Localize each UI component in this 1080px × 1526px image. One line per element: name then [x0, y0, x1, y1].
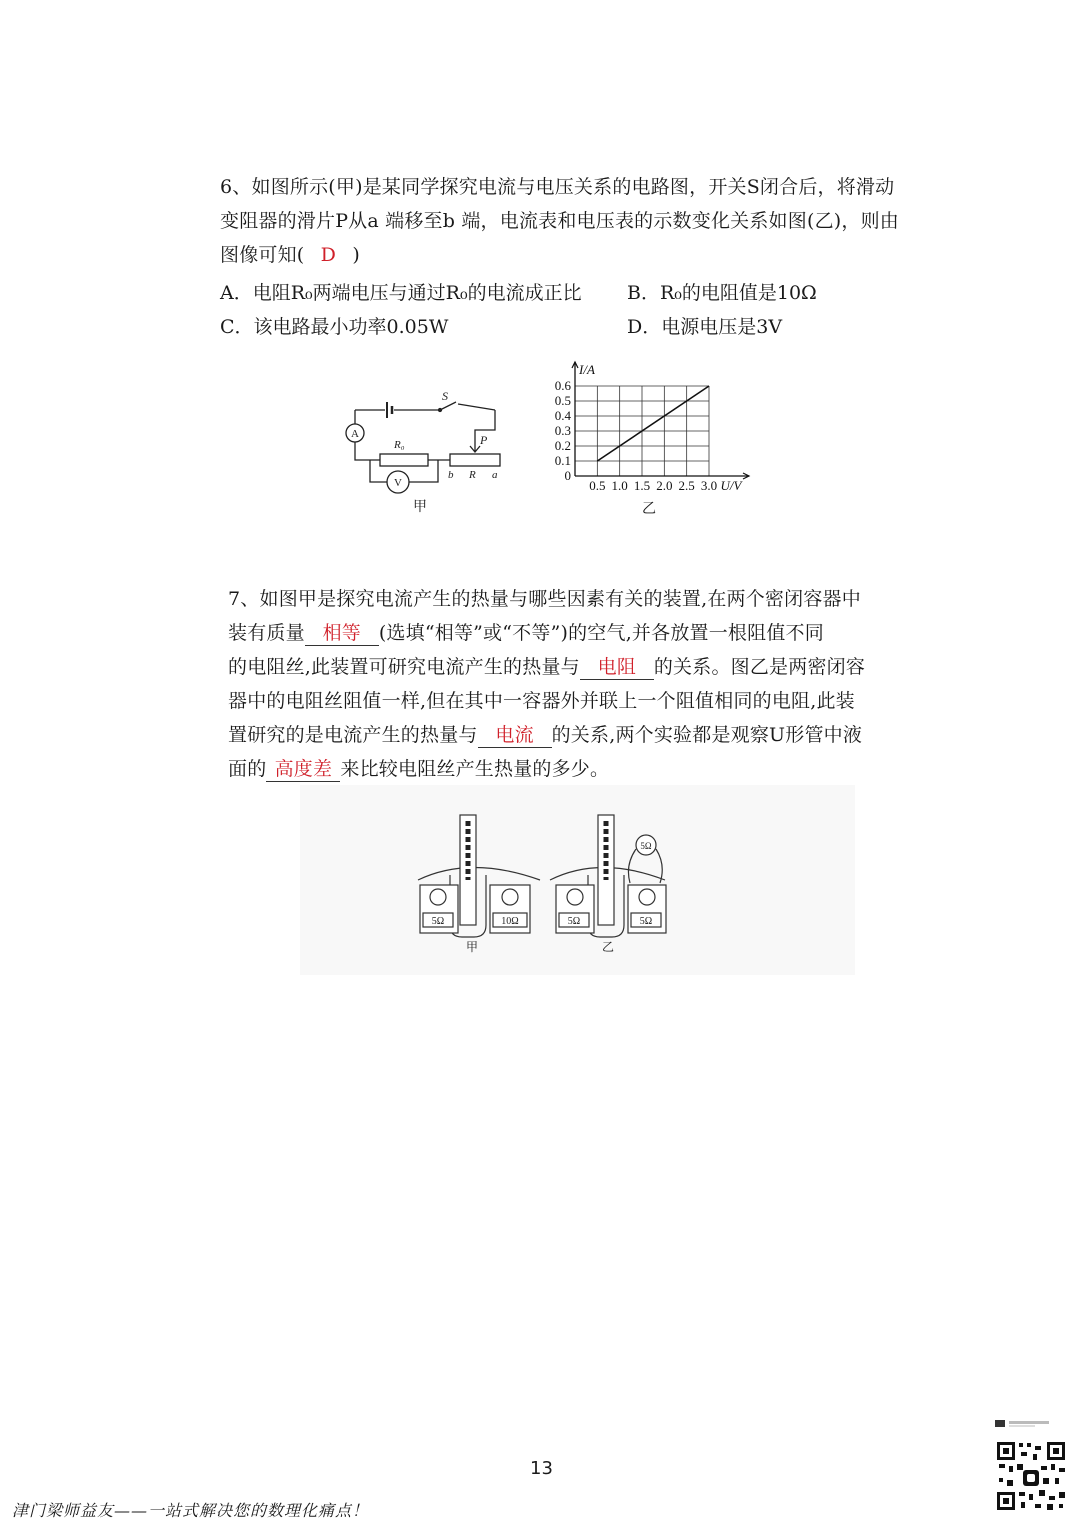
x-tick-label: 0.5 [589, 478, 606, 493]
page-number: 13 [530, 1458, 553, 1479]
q6-line-3-prefix: 图像可知( [220, 244, 305, 266]
q6-line-3-suffix: ) [352, 244, 360, 266]
x-tick-label: 2.0 [656, 478, 673, 493]
rheostat-b-label: b [448, 469, 454, 481]
q7-blank-2: 电阻 [580, 655, 654, 680]
q7-fig-right-caption: 乙 [601, 940, 615, 954]
left-resistor-2-label: 10Ω [501, 916, 519, 927]
q7-line-4: 器中的电阻丝阻值一样,但在其中一容器外并联上一个阻值相同的电阻,此装 [228, 690, 855, 712]
voltmeter-icon [387, 471, 409, 493]
q6-option-a: A．电阻R₀两端电压与通过R₀的电流成正比 [220, 282, 582, 304]
rheostat-label: R [469, 469, 476, 481]
y-tick-label: 0 [564, 468, 571, 483]
q7-fig-left-caption: 甲 [465, 940, 479, 954]
q7-blank-4: 高度差 [266, 757, 340, 782]
q7-blank-3: 电流 [478, 723, 552, 748]
q6-option-d: D．电源电压是3V [627, 316, 783, 338]
y-tick-label: 0.1 [554, 453, 571, 468]
qr-code-icon [993, 1418, 1069, 1514]
svg-text:V: V [394, 477, 402, 489]
switch-label: S [442, 389, 448, 403]
q6-answer: D [320, 244, 337, 266]
q7-line-2-suffix: (选填“相等”或“不等”)的空气,并各放置一根阻值不同 [378, 622, 824, 644]
q7-line-5 [228, 718, 862, 752]
r0-label: R₀ [394, 439, 405, 451]
q6-fig-right-caption: 乙 [642, 501, 656, 517]
q7-line-6-prefix: 面的 [228, 758, 267, 780]
x-axis-label: U/V [720, 478, 742, 493]
q7-line-2-prefix: 装有质量 [228, 622, 305, 644]
y-tick-label: 0.4 [554, 408, 571, 423]
x-tick-label: 3.0 [700, 478, 718, 493]
right-resistor-2-label: 5Ω [639, 916, 653, 927]
series-line [597, 386, 709, 461]
left-resistor-1-label: 5Ω [431, 916, 445, 927]
x-tick-label: 2.5 [678, 478, 695, 493]
q7-line-3-suffix: 的关系。图乙是两密闭容 [653, 656, 866, 678]
ammeter-icon [346, 424, 364, 442]
y-axis-label: I/A [579, 362, 595, 377]
q7-line-1: 7、如图甲是探究电流产生的热量与哪些因素有关的装置,在两个密闭容器中 [228, 588, 861, 610]
slider-label: P [480, 433, 488, 447]
q6-line-2: 变阻器的滑片P从a 端移至b 端，电流表和电压表的示数变化关系如图(乙)，则由 [220, 210, 899, 232]
footer-slogan: 津门梁师益友——一站式解决您的数理化痛点！ [12, 1501, 370, 1520]
q6-option-c: C．该电路最小功率0.05W [220, 316, 449, 338]
y-tick-label: 0.5 [554, 393, 571, 408]
parallel-resistor-label: 5Ω [640, 841, 652, 851]
q6-line-1: 6、如图所示(甲)是某同学探究电流与电压关系的电路图，开关S闭合后，将滑动 [220, 176, 895, 198]
q7-line-5-suffix: 的关系,两个实验都是观察U形管中液 [551, 724, 863, 746]
svg-text:A: A [351, 428, 359, 440]
q7-line-3-prefix: 的电阻丝,此装置可研究电流产生的热量与 [228, 656, 580, 678]
q7-line-6 [228, 752, 609, 786]
q7-apparatus-figure [300, 785, 855, 975]
q7-line-2 [228, 616, 824, 650]
x-tick-label: 1.0 [611, 478, 628, 493]
q7-line-5-prefix: 置研究的是电流产生的热量与 [228, 724, 478, 746]
x-tick-label: 1.5 [633, 478, 651, 493]
y-tick-label: 0.2 [554, 438, 571, 453]
right-resistor-1-label: 5Ω [567, 916, 581, 927]
q7-blank-1: 相等 [305, 621, 379, 646]
q6-fig-left-caption: 甲 [413, 499, 427, 515]
q7-line-6-suffix: 来比较电阻丝产生热量的多少。 [340, 758, 610, 780]
y-tick-label: 0.3 [554, 423, 571, 438]
q7-line-3 [228, 650, 865, 684]
q6-line-3 [220, 238, 360, 272]
y-tick-label: 0.6 [554, 378, 571, 393]
rheostat-a-label: a [492, 469, 498, 481]
q6-option-b: B．R₀的电阻值是10Ω [627, 282, 817, 304]
q6-iu-chart [535, 356, 765, 501]
